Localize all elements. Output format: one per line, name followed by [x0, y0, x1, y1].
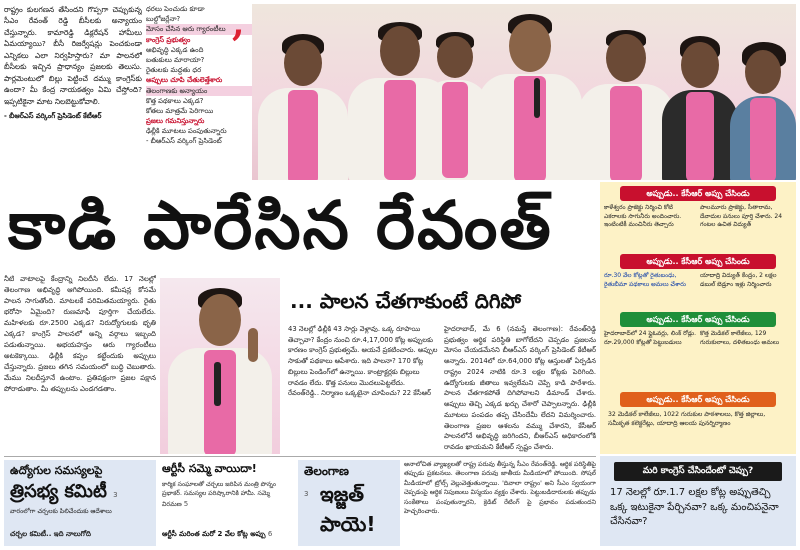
bottom-divider: [4, 456, 596, 457]
top-group-photo: [252, 4, 796, 180]
main-headline: కాడి పారేసిన రేవంత్: [8, 187, 553, 264]
comparison-pair: [604, 330, 792, 347]
comparison-heading: అప్పుడు.. కేసీఆర్ అప్పు చేసిండు: [620, 186, 776, 201]
quote-line: కాంగ్రెస్ ప్రభుత్వం: [146, 35, 191, 44]
quote-line: ప్రజలు గమనిస్తున్నారు: [146, 117, 205, 126]
story-kicker: ఉద్యోగుల సమస్యలపై: [10, 464, 103, 477]
page-ref: 5: [183, 499, 189, 508]
quote-mark-icon: ,: [232, 2, 245, 44]
page-ref: 6: [267, 530, 273, 538]
comparison-heading: అప్పుడు.. కేసీఆర్ అప్పు చేసిండు: [620, 254, 776, 269]
middle-article-col-a: [288, 324, 438, 454]
photo-person: [730, 42, 796, 180]
comparison-full-text: 32 మెడికల్ కాలేజీలు, 1022 గురుకుల పాఠశాలలు, కొత్త జిల్లాలు, సమీకృత కలెక్టరేట్లు, యాదాద్రి ఆలయ పునర్నిర్మాణం: [608, 411, 766, 428]
top-left-article: [4, 4, 142, 182]
story-title: ఆర్టీసీ సమ్మె వాయిదా!: [162, 462, 257, 475]
quote-line: బతుకులు మారాయా?: [146, 55, 205, 64]
quote-line: - బీఆర్ఎస్ వర్కింగ్ ప్రెసిడెంట్: [146, 137, 222, 146]
bottom-right-box: [600, 456, 796, 546]
photo-person: [258, 34, 348, 180]
story-title: పాయె!: [320, 512, 376, 536]
comparison-cell: కాళేశ్వరం ప్రాజెక్టు నిర్మించి కోటి ఎకరాలకు సాగునీరు అందించారు. ఇంటింటికీ మంచినీరు తెచ్చారు: [604, 204, 682, 229]
quote-line: ధరలు పెంచుడు కూడా: [146, 5, 205, 13]
comparison-cell: పాలమూరు ప్రాజెక్టు, సీతారామ, దేవాదుల పనులు పూర్తి చేశారు. 24 గంటల ఉచిత విద్యుత్: [700, 204, 783, 229]
quote-line: కొత్త పథకాలు ఎక్కడ?: [146, 96, 204, 105]
story-line: వారంలోగా చర్చలకు పిలిచేందుకు ఆదేశాలు: [10, 508, 112, 515]
middle-article-col-b: [444, 324, 596, 454]
bottom-right-title: మరి కాంగ్రెస్ చేసిందేంటో చెప్పు?: [614, 462, 782, 481]
story-title: తెలంగాణ: [304, 464, 349, 478]
bottom-right-body: 17 నెలల్లో రూ.1.7 లక్షల కోట్ల అప్పుతెచ్చి ఒక్క ఇటుకైనా పేర్చినవా? ఒక్క మంచిపనైనా చేసినవా?: [610, 487, 779, 527]
comparison-cell: రూ.30 వేల కోట్లతో రైతుబంధు, రైతుబీమా పథకాలు అమలు చేశారు: [604, 272, 686, 288]
quote-line: ఢిల్లీకి మూటలు పంపుతున్నారు: [146, 127, 227, 136]
photo-person: [578, 30, 674, 180]
left-body-text: నీటి వాటాలపై కేంద్రాన్ని నిలదీసి లేదు. 17 నెలల్లో తెలంగాణ అభివృద్ధి ఆగిపోయింది. కమీషన్ల కోసమే పాలన సాగుతోంది. మాటలకే పరిమితమయ్యారు. రైతు భరోసా ఏమైంది? రుణమాఫీ పూర్తిగా చేయలేదు. మహిళలకు రూ.2500 ఎక్కడ? నిరుద్యోగులకు భృతి ఎక్కడ? కాంగ్రెస్ పాలనలో అన్ని వర్గాలు ఇబ్బంది పడుతున్నాయి. అభయహస్తం ఆరు గ్యారంటీలు అటకెక్కాయి. ఢిల్లీకి కప్పం కట్టేందుకు అప్పులు చేస్తున్నారు. ప్రజలు తగిన సమయంలో బుద్ధి చెబుతారు. మేము నిలదీస్తూనే ఉంటాం. ప్రతిపక్షంగా ప్రజల పక్షాన పోరాడుతాం. మీ తప్పులను ఎండగడతాం.: [4, 275, 156, 394]
quote-line: మోసం చేసిన ఆరు గ్యారంటీలు: [146, 24, 252, 34]
quote-line: బుల్డోజర్లేనా?: [146, 15, 181, 24]
photo-person-center: [478, 14, 582, 180]
left-body-article: [4, 274, 156, 458]
bottom-story-rtc[interactable]: [160, 460, 294, 546]
story-body: కార్మిక సంఘాలతో చర్చలు జరిపిన మంత్రి పొన్నం ప్రభాకర్. సమస్యల పరిష్కారానికి హామీ. సమ్మె విరమణ 5: [162, 481, 276, 508]
quote-line: తెలంగాణకు అన్యాయం: [146, 86, 252, 96]
quote-line: కోతలు మాత్రమే పెరిగాయి: [146, 106, 214, 115]
quote-line: రైతులకు మద్దతు ధర: [146, 66, 202, 75]
comparison-cell: హైదరాబాద్‌లో 24 ఫ్లైఓవర్లు, లింక్ రోడ్లు. రూ.29,000 కోట్లతో పెట్టుబడులు: [604, 330, 696, 346]
story-title: త్రిసభ్య కమిటీ 3: [10, 481, 118, 502]
page-ref: 3: [304, 490, 309, 498]
comparison-heading: అప్పుడు.. కేసీఆర్ అప్పు చేసిండు: [620, 312, 776, 327]
comparison-pair: [604, 204, 792, 230]
photo-person: [662, 36, 738, 180]
speaker-photo: [160, 278, 280, 454]
bottom-story-text: [404, 460, 596, 546]
story-line: చర్చల కమిటీ.. ఇది నాలుగోది: [10, 530, 91, 538]
comparison-pair: [604, 272, 792, 289]
comparison-cell: కొత్త మెడికల్ కాలేజీలు, 129 గురుకులాలు, దళితబంధు అమలు: [700, 330, 780, 346]
story-line: ఆర్టీసీ మరింత మరో 2 వేల కోట్ల అప్పు 6: [162, 530, 273, 538]
middle-article-text: 43 నెలల్లో ఢిల్లీకి 43 సార్లు వెళ్లావు. ఒక్క రూపాయి తెచ్చావా? కేంద్రం నుంచి రూ.4,17,000 కోట్ల అప్పులకు కారణం కాంగ్రెస్ ప్రభుత్వమే. ఆయనే ప్రకటించారు. అప్పుల సాకుతో పథకాలు ఆపేశారు. ఇది పాలనా? 170 కోట్ల బిల్లులు పెండింగ్‌లో ఉన్నాయి. కాంట్రాక్టర్లకు బిల్లులు రావడం లేదు. కొత్త పనులు మొదలుపెట్టలేదు. రేవంత్‌రెడ్డి.. నిర్మాణం ఒక్కటైనా చూపించు? 22 కేసీఆర్: [288, 325, 438, 398]
subheadline: ... పాలన చేతగాకుంటే దిగిపో: [290, 289, 521, 313]
comparison-heading: అప్పుడు.. కేసీఆర్ అప్పు చేసిండు: [620, 392, 776, 407]
bottom-story-employees[interactable]: [4, 460, 156, 546]
page-ref: 3: [113, 491, 118, 499]
story-title: ఇజ్జత్: [320, 482, 364, 506]
top-left-byline: - బీఆర్ఎస్ వర్కింగ్ ప్రెసిడెంట్ కేటీఆర్: [4, 112, 102, 121]
quote-line: అభివృద్ధి ఎక్కడ ఉంది: [146, 45, 204, 54]
right-comparison-column: [600, 182, 796, 454]
top-left-article-body: రాష్ట్రం కులగణన తేసిందని గొప్పగా చెప్పుకున్న సీఎం రేవంత్ రెడ్డి బీసీలకు అన్యాయం చేస్తున్నారు. కామారెడ్డి డిక్లరేషన్ హామీలు ఏమయ్యాయి? బీసీ రిజర్వేషన్లు పెంచకుండా ఎన్నికలు ఎలా నిర్వహిస్తారు? మా పాలనలో బీసీలకు ఇచ్చిన ప్రాధాన్యం ప్రజలకు తెలుసు. పార్లమెంటులో బిల్లు పెట్టించే దమ్ము కాంగ్రెస్‌కు ఉందా? మీ కేంద్ర నాయకత్వం ఏమి చేస్తోంది? ఇప్పటికైనా మాట నిలబెట్టుకోవాలి.: [4, 5, 142, 106]
middle-article-text: హైదరాబాద్, మే 6 (నమస్తే తెలంగాణ): రేవంత్‌రెడ్డి ప్రభుత్వం ఆర్థిక పరిస్థితి బాగోలేదని చెప్పడం ప్రజలను మోసం చేయడమేనని బీఆర్ఎస్ వర్కింగ్ ప్రెసిడెంట్ కేటీఆర్ అన్నారు. 2014లో రూ.64,000 కోట్ల ఆస్తులతో ఏర్పడిన రాష్ట్రం 2024 నాటికి రూ.3 లక్షల కోట్లకు పెరిగింది. ఉద్యోగులకు జీతాలు ఇవ్వలేమని చెప్పి కాడి పారేశారు. పాలన చేతగాకపోతే దిగిపోవాలని డిమాండ్ చేశారు. అప్పులు తెచ్చి ఎక్కడ ఖర్చు చేశారో చెప్పాలన్నారు. ఢిల్లీకి మూటలు పంపడం తప్ప చేసిందేమీ లేదని విమర్శించారు. తెలంగాణ ప్రజల ఆశలను వమ్ము చేశారని, కేసీఆర్ పాలనలోనే అభివృద్ధి జరిగిందని, బీఆర్ఎస్ అధికారంలోకి రావడం ఖాయమని కేటీఆర్ స్పష్టం చేశారు.: [444, 325, 596, 452]
bottom-story-izzat[interactable]: [298, 460, 400, 546]
quote-line: అప్పులు చూపి చేతులెత్తేశారు: [146, 76, 223, 85]
comparison-cell: యాదాద్రి విద్యుత్ కేంద్రం, 2 లక్షల డబుల్ బెడ్రూం ఇళ్లు నిర్మించారు: [700, 272, 777, 288]
story-body: అనాలోచిత వ్యాఖ్యలతో రాష్ట్ర పరువు తీస్తున్న సీఎం రేవంత్‌రెడ్డి. ఆర్థిక పరిస్థితిపై తప్పుడు ప్రకటనలు. తెలంగాణ పరువు జాతీయ మీడియాలో పోయింది. సోషల్ మీడియాలో ట్రోల్స్ వెల్లువెత్తుతున్నాయి. 'దివాలా రాష్ట్రం' అని సీఎం స్వయంగా చెప్పడంపై ఆర్థిక నిపుణులు విస్మయం వ్యక్తం చేశారు. పెట్టుబడిదారులకు తప్పుడు సంకేతాలు పంపుతున్నారని, క్రెడిట్ రేటింగ్ పై ప్రభావం పడుతుందని హెచ్చరించారు.: [404, 461, 596, 516]
